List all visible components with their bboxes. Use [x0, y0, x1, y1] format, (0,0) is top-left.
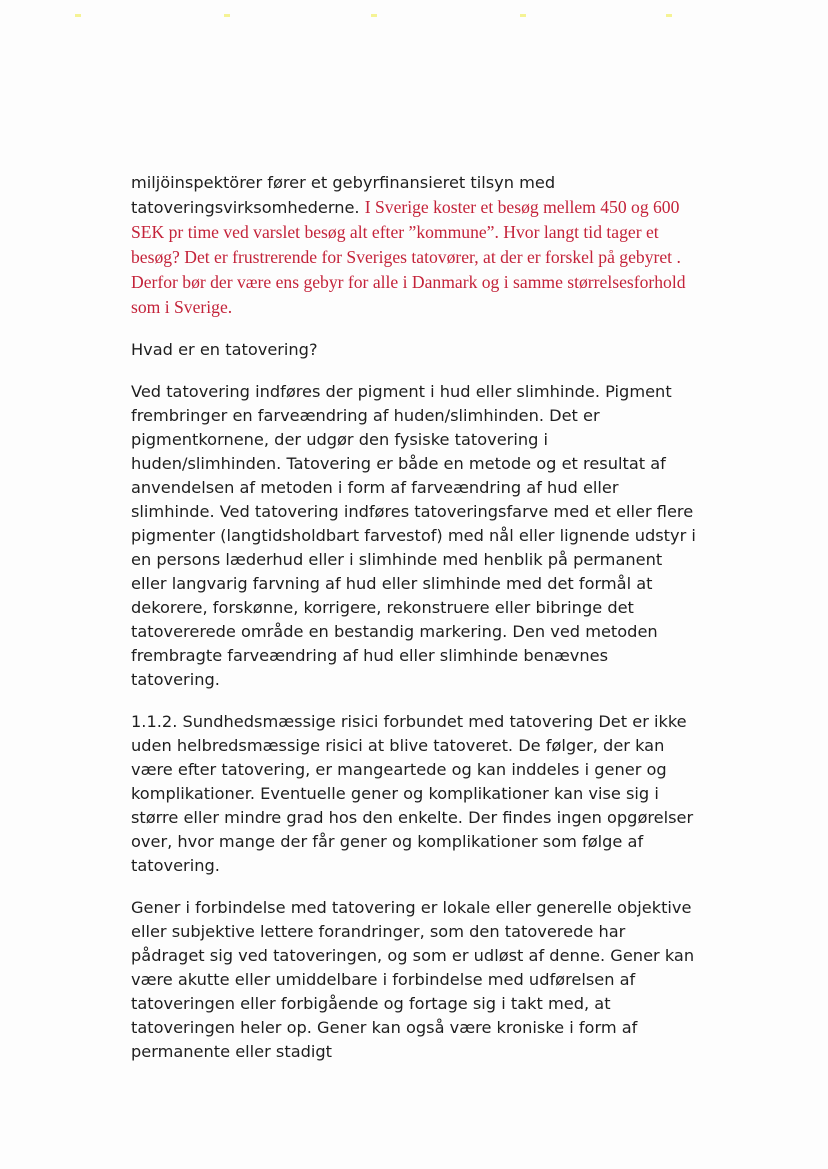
scan-artifact: [666, 14, 672, 17]
document-body: [131, 171, 701, 1082]
inserted-comment-text: I Sverige koster et besøg mellem 450 og 600 SEK pr time ved varslet besøg alt efter ”kommune”. Hvor langt tid tager et besøg? Det er frustrerende for Sveriges tatovører, at der er forskel på gebyret . Derfor bør der være ens gebyr for alle i Danmark og i samme størrelsesforhold som i Sverige.: [131, 197, 686, 317]
paragraph-definition: Ved tatovering indføres der pigment i hud eller slimhinde. Pigment frembringer en farveændring af huden/slimhinden. Det er pigmentkornene, der udgør den fysiske tatovering i huden/slimhinden. Tatovering er både en metode og et resultat af anvendelsen af metoden i form af farveændring af hud eller slimhinde. Ved tatovering indføres tatoveringsfarve med et eller flere pigmenter (langtidsholdbart farvestof) med nål eller lignende udstyr i en persons læderhud eller i slimhinde med henblik på permanent eller langvarig farvning af hud eller slimhinde med det formål at dekorere, forskønne, korrigere, rekonstruere eller bibringe det tatovererede område en bestandig markering. Den ved metoden frembragte farveændring af hud eller slimhinde benævnes tatovering.: [131, 382, 696, 689]
section-heading: Hvad er en tatovering?: [131, 340, 318, 359]
scan-artifact: [75, 14, 81, 17]
scan-artifact: [520, 14, 526, 17]
paragraph-side-effects: Gener i forbindelse med tatovering er lokale eller generelle objektive eller subjektive lettere forandringer, som den tatoverede har pådraget sig ved tatoveringen, og som er udløst af denne. Gener kan være akutte eller umiddelbare i forbindelse med udførelsen af tatoveringen eller forbigående og fortage sig i takt med, at tatoveringen heler op. Gener kan også være kroniske i form af permanente eller stadigt: [131, 898, 695, 1061]
paragraph-intro: [131, 171, 701, 320]
paragraph-intro-text: miljöinspektörer fører et gebyrfinansieret tilsyn med tatoveringsvirksomhederne.: [131, 173, 556, 217]
scan-artifact: [224, 14, 230, 17]
scan-artifact: [371, 14, 377, 17]
paragraph-health-risks: 1.1.2. Sundhedsmæssige risici forbundet med tatovering Det er ikke uden helbredsmæssige risici at blive tatoveret. De følger, der kan være efter tatovering, er mangeartede og kan inddeles i gener og komplikationer. Eventuelle gener og komplikationer kan vise sig i større eller mindre grad hos den enkelte. Der findes ingen opgørelser over, hvor mange der får gener og komplikationer som følge af tatovering.: [131, 712, 694, 875]
